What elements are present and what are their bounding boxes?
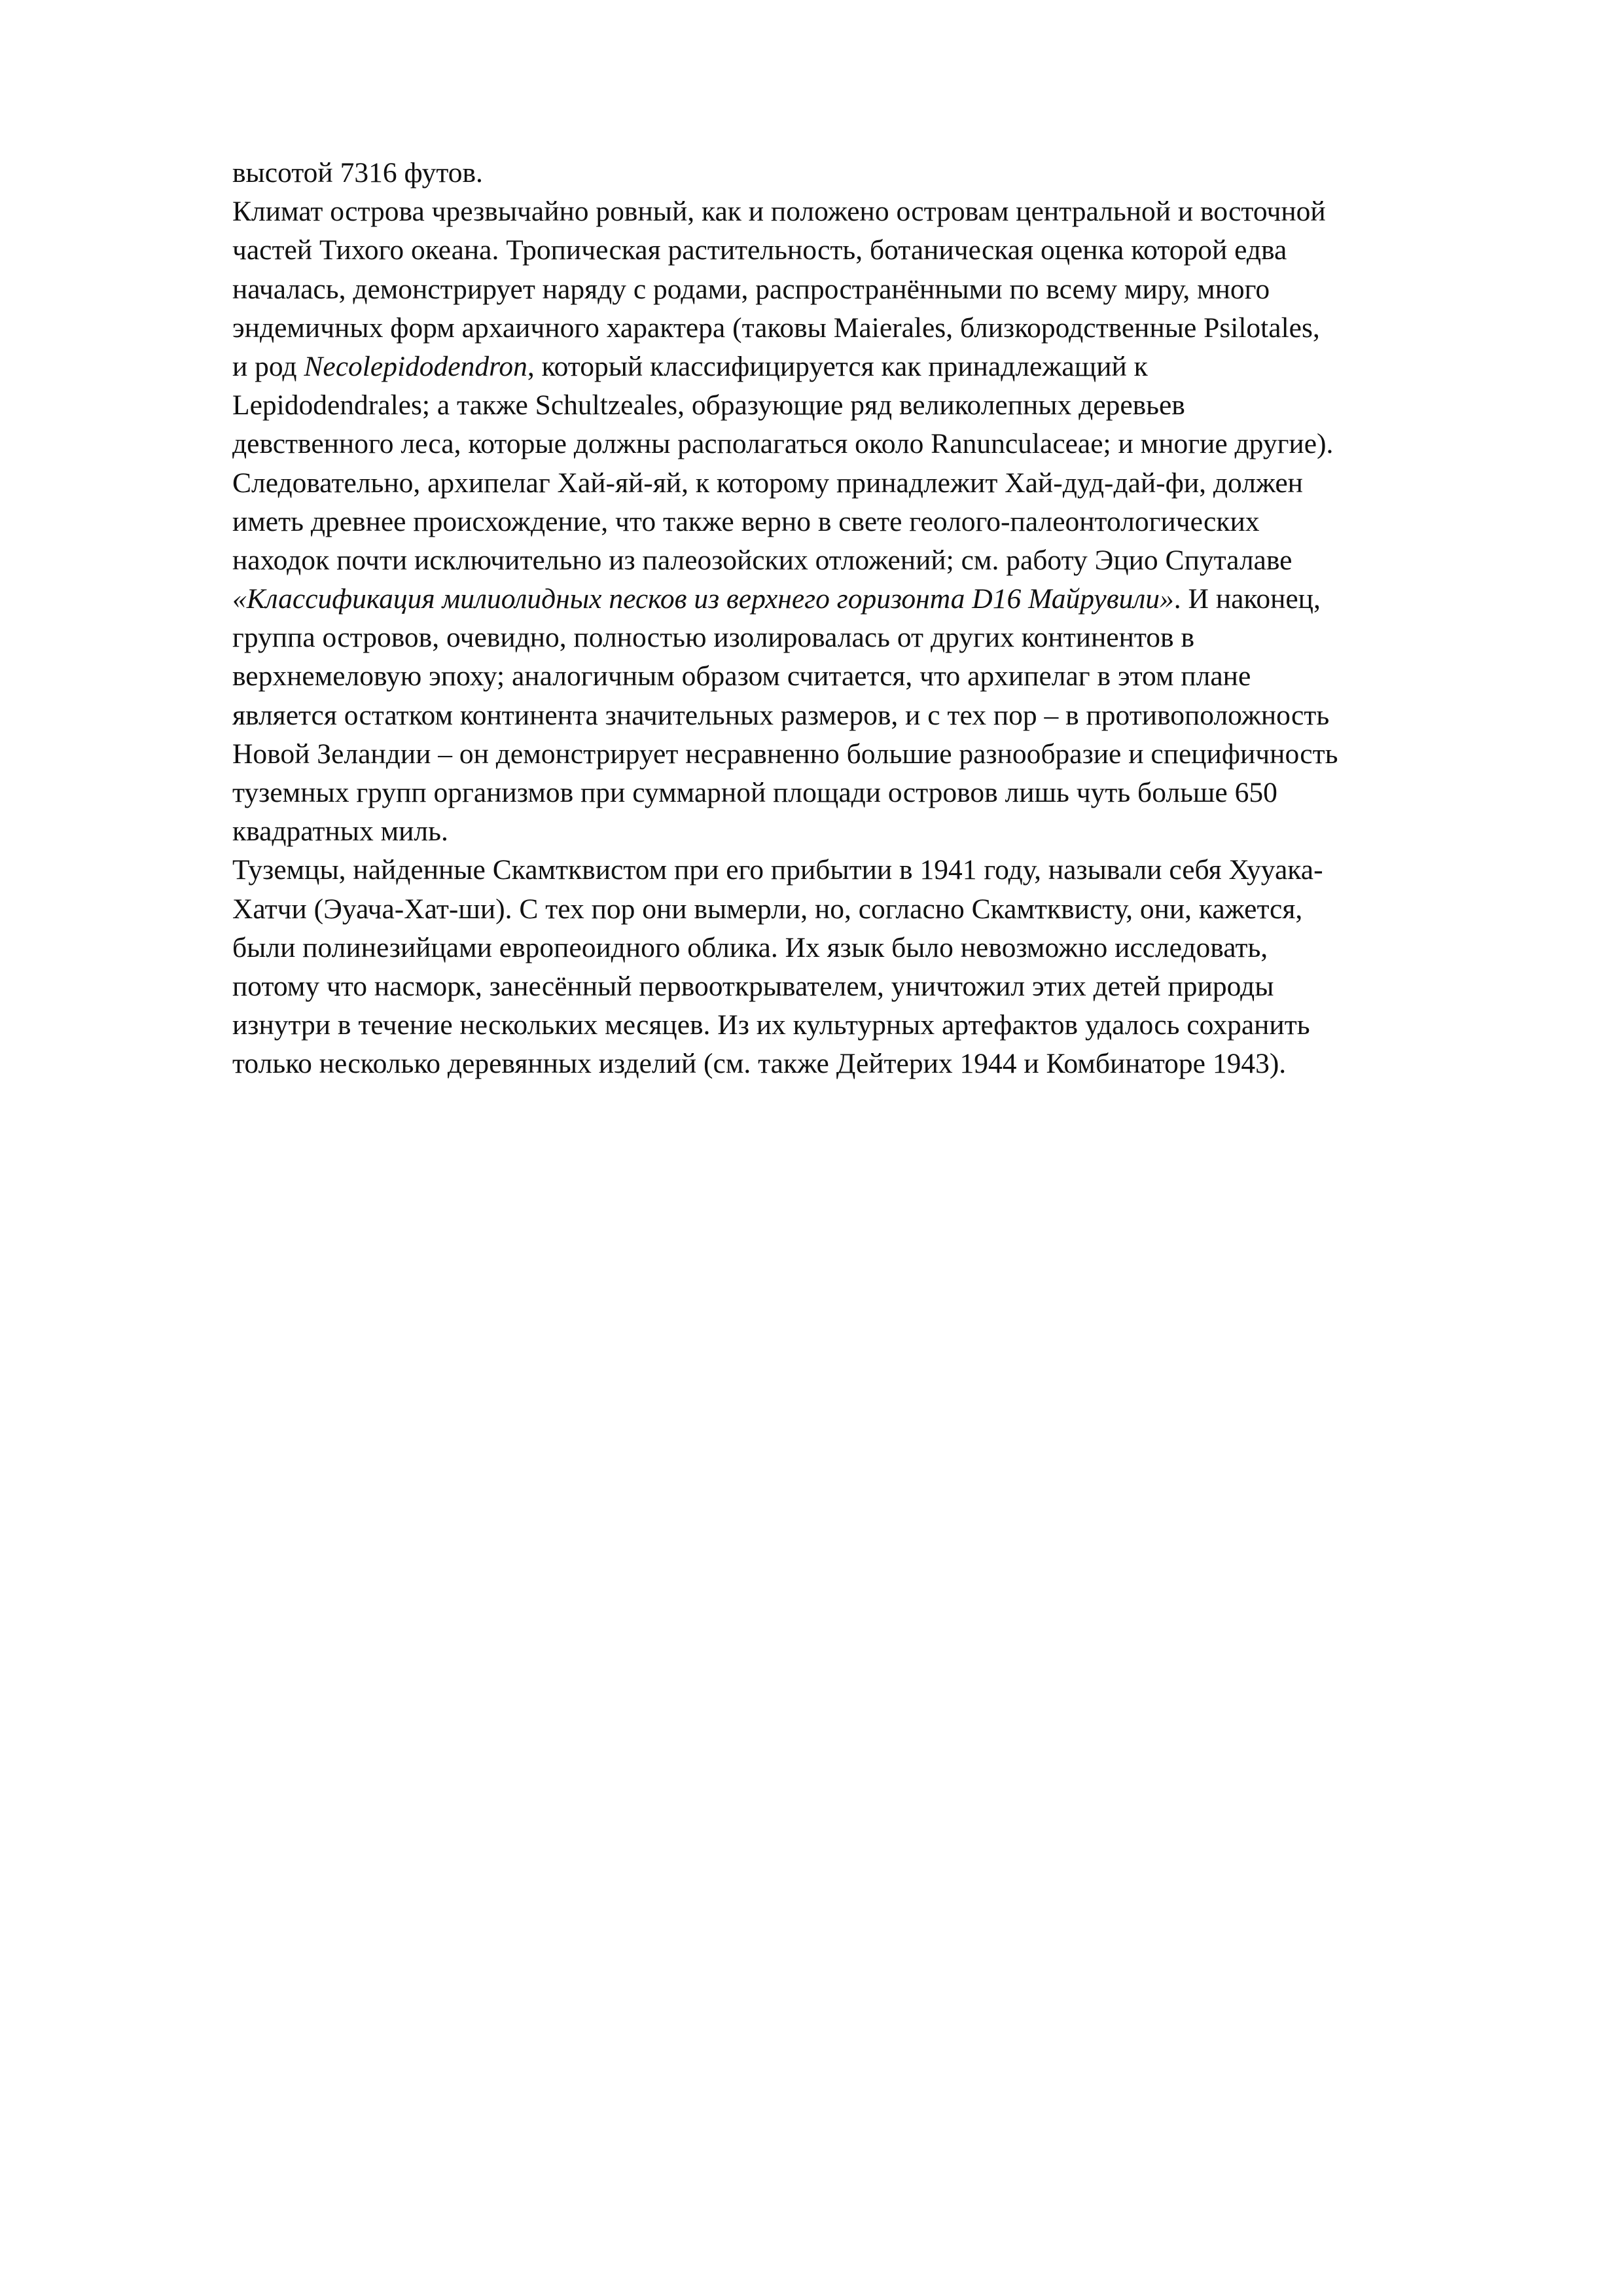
text-line [232, 929, 1515, 967]
text-run: Новой Зеландии – он демонстрирует несравненно большие разнообразие и специфичность [232, 738, 1338, 770]
text-line [232, 154, 1515, 192]
italic-cited-work-title: «Классификация милиолидных песков из верхнего горизонта D16 Майрувили» [232, 583, 1174, 615]
text-line [232, 231, 1515, 270]
text-line [232, 812, 1515, 851]
text-run: является остатком континента значительных размеров, и с тех пор – в противоположность [232, 699, 1330, 731]
text-run: эндемичных форм архаичного характера (таковы Maierales, близкородственные Psilotales, [232, 312, 1320, 344]
paragraph-height-continuation [232, 154, 1515, 192]
text-run: квадратных миль. [232, 816, 448, 848]
text-line [232, 851, 1515, 889]
text-line [232, 541, 1515, 580]
text-run: Туземцы, найденные Скамтквистом при его прибытии в 1941 году, называли себя Хууака- [232, 854, 1323, 886]
text-line [232, 774, 1515, 812]
text-line [232, 309, 1515, 348]
text-line [232, 1006, 1515, 1045]
text-line [232, 464, 1515, 503]
text-run: были полинезийцами европеоидного облика. Их язык было невозможно исследовать, [232, 931, 1268, 963]
text-line [232, 967, 1515, 1006]
text-run: Хатчи (Эуача-Хат-ши). С тех пор они вымерли, но, согласно Скамтквисту, они, кажется, [232, 893, 1303, 925]
text-run: только несколько деревянных изделий (см. также Дейтерих 1944 и Комбинаторе 1943). [232, 1048, 1287, 1080]
text-line [232, 192, 1515, 231]
text-run: иметь древнее происхождение, что также верно в свете геолого-палеонтологических [232, 505, 1260, 537]
text-run: девственного леса, которые должны располагаться около Ranunculaceae; и многие другие). [232, 428, 1334, 460]
text-line [232, 1045, 1515, 1083]
text-run: началась, демонстрирует наряду с родами, распространёнными по всему миру, много [232, 273, 1270, 305]
text-run: частей Тихого океана. Тропическая растительность, ботаническая оценка которой едва [232, 234, 1287, 266]
text-run: и род [232, 350, 304, 382]
text-line [232, 696, 1515, 735]
text-run: группа островов, очевидно, полностью изолировалась от других континентов в [232, 622, 1194, 654]
text-run: изнутри в течение нескольких месяцев. Из их культурных артефактов удалось сохранить [232, 1009, 1310, 1041]
text-line [232, 270, 1515, 309]
text-line [232, 348, 1515, 386]
paragraph-natives [232, 851, 1515, 1083]
text-run: туземных групп организмов при суммарной площади островов лишь чуть больше 650 [232, 777, 1277, 808]
text-run: высотой 7316 футов. [232, 157, 483, 188]
text-run: Lepidodendrales; а также Schultzeales, образующие ряд великолепных деревьев [232, 389, 1185, 422]
body-text [232, 154, 1515, 1084]
text-line [232, 503, 1515, 541]
text-line [232, 425, 1515, 463]
text-run: Климат острова чрезвычайно ровный, как и положено островам центральной и восточной [232, 196, 1326, 228]
text-run: верхнемеловую эпоху; аналогичным образом считается, что архипелаг в этом плане [232, 660, 1251, 692]
text-line [232, 890, 1515, 929]
text-line [232, 619, 1515, 657]
text-line [232, 386, 1515, 425]
text-run: находок почти исключительно из палеозойских отложений; см. работу Эцио Спуталаве [232, 544, 1293, 576]
text-line [232, 580, 1515, 619]
text-run: потому что насморк, занесённый первооткрывателем, уничтожил этих детей природы [232, 970, 1274, 1002]
paragraph-climate-flora [232, 192, 1515, 851]
text-run: Следовательно, архипелаг Хай-яй-яй, к которому принадлежит Хай-дуд-дай-фи, должен [232, 467, 1303, 499]
text-line [232, 657, 1515, 696]
text-run: , который классифицируется как принадлежащий к [527, 350, 1148, 382]
text-run: . И наконец, [1173, 583, 1321, 615]
italic-genus-name: Necolepidodendron [304, 350, 527, 382]
text-line [232, 735, 1515, 774]
